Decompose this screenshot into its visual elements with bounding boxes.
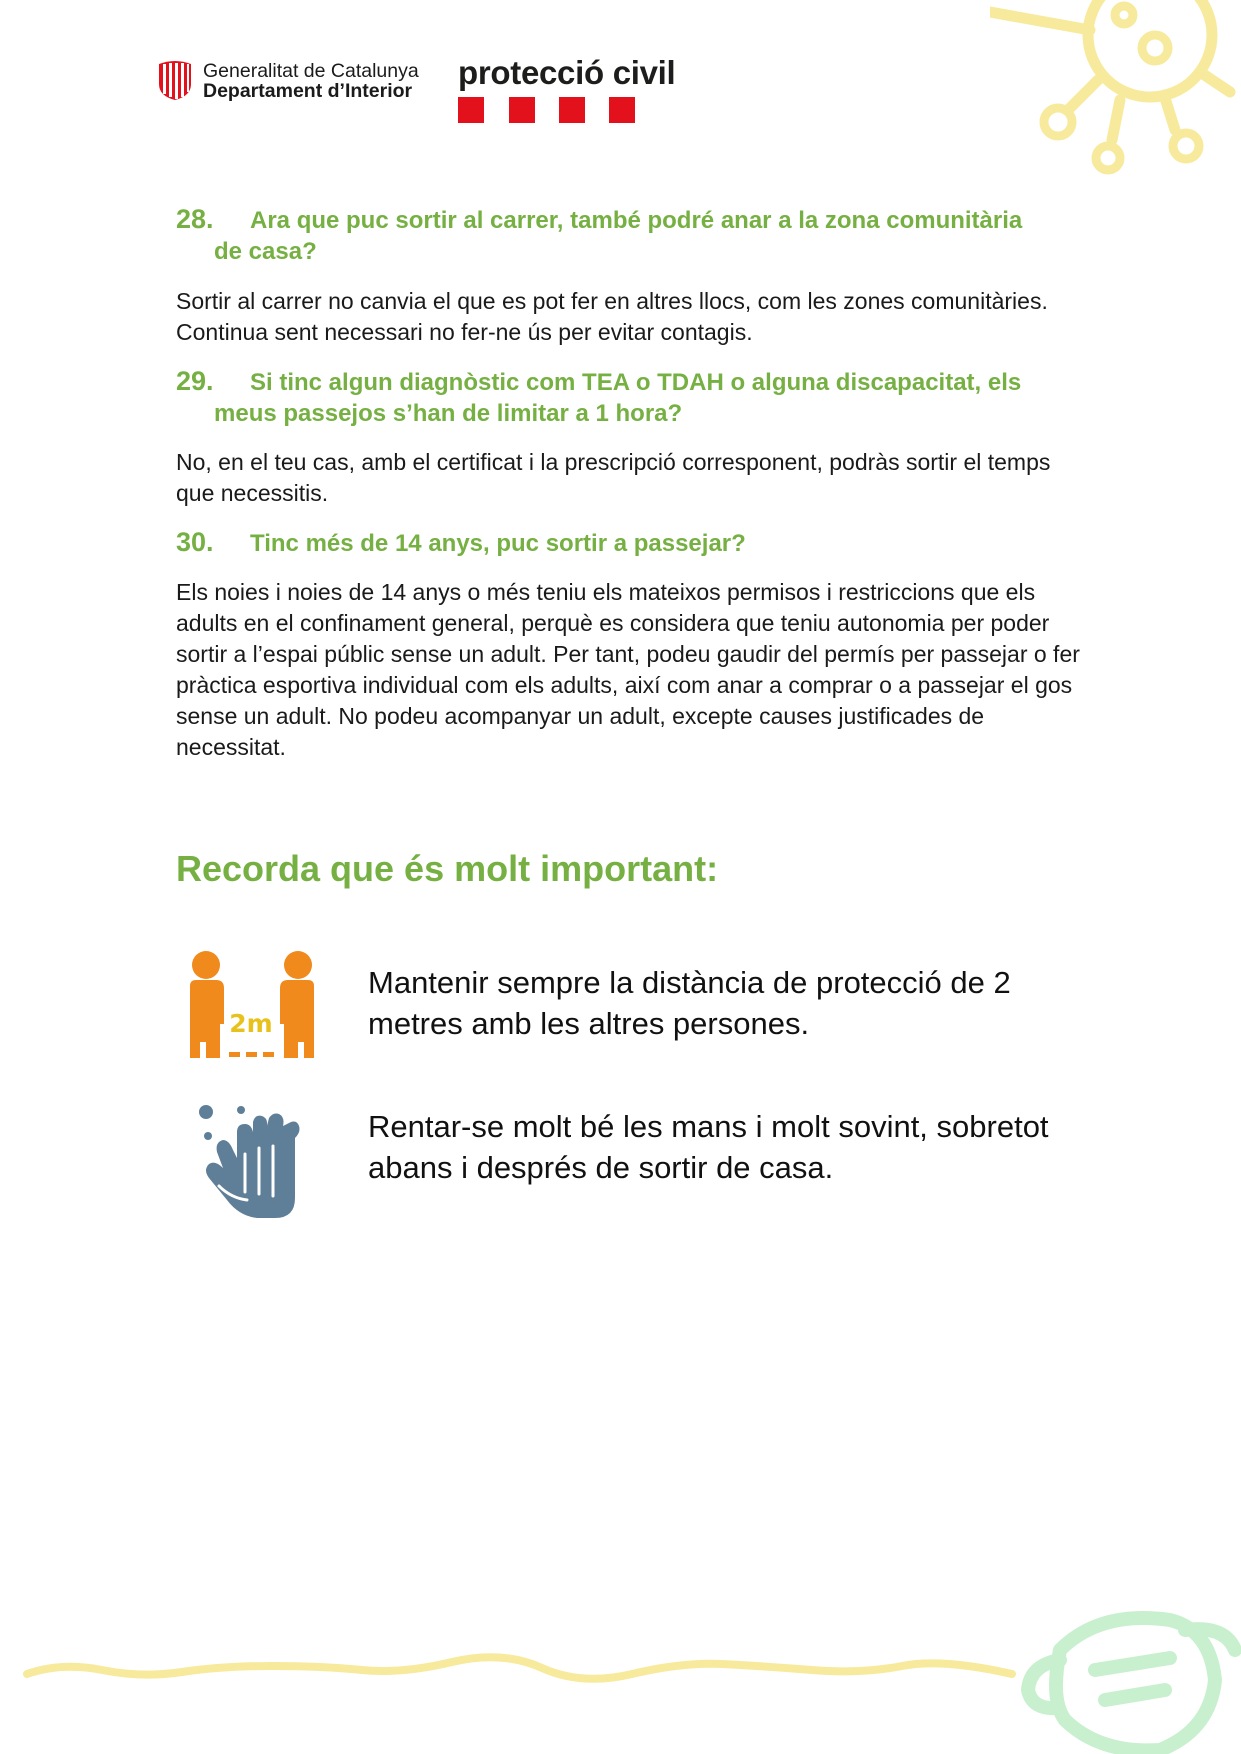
hand-washing-icon	[195, 1102, 305, 1220]
question-text-line2: de casa?	[214, 238, 317, 265]
mask-decoration-icon	[1010, 1590, 1241, 1754]
answer-30: Els noies i noies de 14 anys o més teniu els mateixos permisos i restriccions que els adults en el confinament general, perquè es considera que teniu autonomia per poder sortir a l’espai públic sense un adult. Per tant, podeu gaudir del permís per passejar o fer pràctica esportiva individual com els adults, així com anar a comprar o a passejar el gos sense un adult. No podeu acompanyar un adult, excepte causes justificades de necessitat.	[176, 579, 1080, 760]
question-text-line1: Tinc més de 14 anys, puc sortir a passejar?	[250, 530, 746, 557]
generalitat-name: Generalitat de Catalunya	[203, 60, 419, 82]
question-30	[176, 527, 1076, 559]
department-name: Departament d’Interior	[203, 80, 413, 102]
question-number: 30.	[176, 527, 214, 557]
question-number: 28.	[176, 204, 214, 234]
wave-decoration-icon	[22, 1640, 1022, 1690]
answer-28: Sortir al carrer no canvia el que es pot fer en altres llocs, com les zones comunitàries. Continua sent necessari no fer-ne ús per evitar contagis.	[176, 288, 1048, 345]
logo-square	[609, 97, 635, 123]
logo-square	[559, 97, 585, 123]
logo-square	[458, 97, 484, 123]
generalitat-emblem-icon	[157, 60, 193, 100]
question-text-line1: Ara que puc sortir al carrer, també podré anar a la zona comunitària	[250, 207, 1023, 234]
distance-label: 2m	[229, 1009, 273, 1038]
tip-distance: Mantenir sempre la distància de protecció de 2 metres amb les altres persones.	[368, 965, 1011, 1041]
question-number: 29.	[176, 366, 214, 396]
question-text-line2: meus passejos s’han de limitar a 1 hora?	[214, 400, 683, 427]
reminder-title: Recorda que és molt important:	[176, 848, 719, 889]
generalitat-logo	[157, 58, 427, 106]
question-29	[176, 366, 1076, 429]
proteccio-civil-title: protecció civil	[458, 54, 676, 91]
virus-decoration-icon	[990, 0, 1241, 175]
tip-handwashing: Rentar-se molt bé les mans i molt sovint, sobretot abans i després de sortir de casa.	[368, 1109, 1049, 1185]
question-28	[176, 204, 1076, 267]
answer-29: No, en el teu cas, amb el certificat i la prescripció corresponent, podràs sortir el temps que necessitis.	[176, 449, 1051, 506]
logo-square	[509, 97, 535, 123]
social-distance-icon	[184, 950, 320, 1060]
proteccio-civil-logo	[458, 54, 698, 124]
question-text-line1: Si tinc algun diagnòstic com TEA o TDAH o alguna discapacitat, els	[250, 369, 1022, 396]
